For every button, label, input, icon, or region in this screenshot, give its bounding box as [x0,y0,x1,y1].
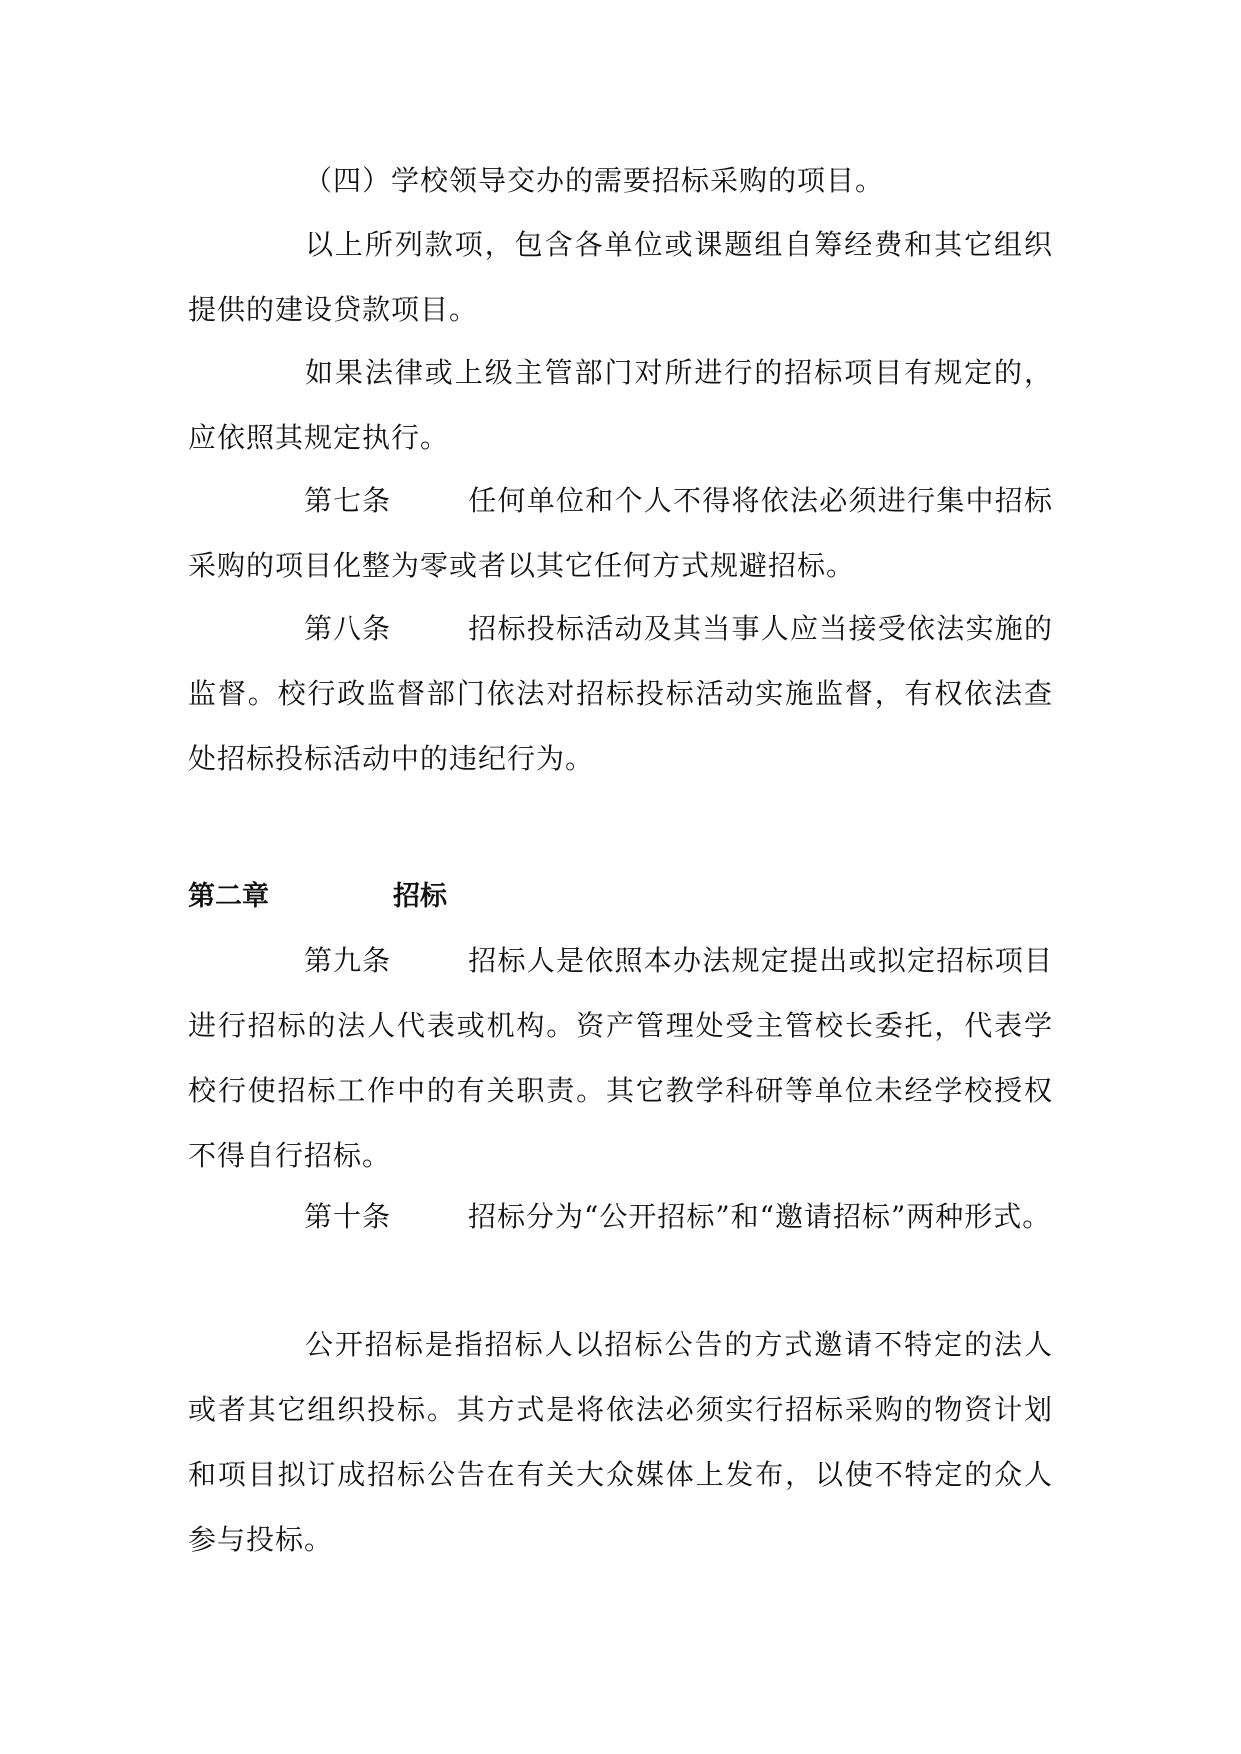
paragraph-funding-scope [188,212,1053,342]
article-number: 第九条 [304,944,392,977]
paragraph-item-4 [188,148,1053,213]
paragraph-text: 公开招标是指招标人以招标公告的方式邀请不特定的法人或者其它组织投标。其方式是将依法必须实行招标采购的物资计划和项目拟订成招标公告在有关大众媒体上发布，以使不特定的众人参与投标。 [188,1328,1053,1556]
article-9 [188,928,1053,1188]
article-number: 第七条 [304,484,392,517]
article-8 [188,596,1053,791]
article-text: 任何单位和个人不得将依法必须进行集中招标采购的项目化整为零或者以其它任何方式规避招标。 [188,484,1053,582]
chapter-title: 招标 [393,881,447,912]
article-text: 招标人是依照本办法规定提出或拟定招标项目进行招标的法人代表或机构。资产管理处受主管校长委托，代表学校行使招标工作中的有关职责。其它教学科研等单位未经学校授权不得自行招标。 [188,944,1053,1172]
paragraph-text: （四）学校领导交办的需要招标采购的项目。 [304,164,885,197]
chapter-heading [188,864,447,929]
chapter-number: 第二章 [188,881,269,912]
article-7 [188,468,1053,598]
paragraph-text: 以上所列款项，包含各单位或课题组自筹经费和其它组织提供的建设贷款项目。 [188,228,1053,326]
article-text: 招标投标活动及其当事人应当接受依法实施的监督。校行政监督部门依法对招标投标活动实施监督，有权依法查处招标投标活动中的违纪行为。 [188,612,1053,775]
paragraph-legal-provisions [188,340,1053,470]
article-text: 招标分为“公开招标”和“邀请招标”两种形式。 [468,1200,1052,1233]
article-number: 第十条 [304,1200,392,1233]
paragraph-text: 如果法律或上级主管部门对所进行的招标项目有规定的，应依照其规定执行。 [188,356,1053,454]
article-number: 第八条 [304,612,392,645]
paragraph-open-tender [188,1312,1053,1572]
article-10 [188,1184,1053,1249]
